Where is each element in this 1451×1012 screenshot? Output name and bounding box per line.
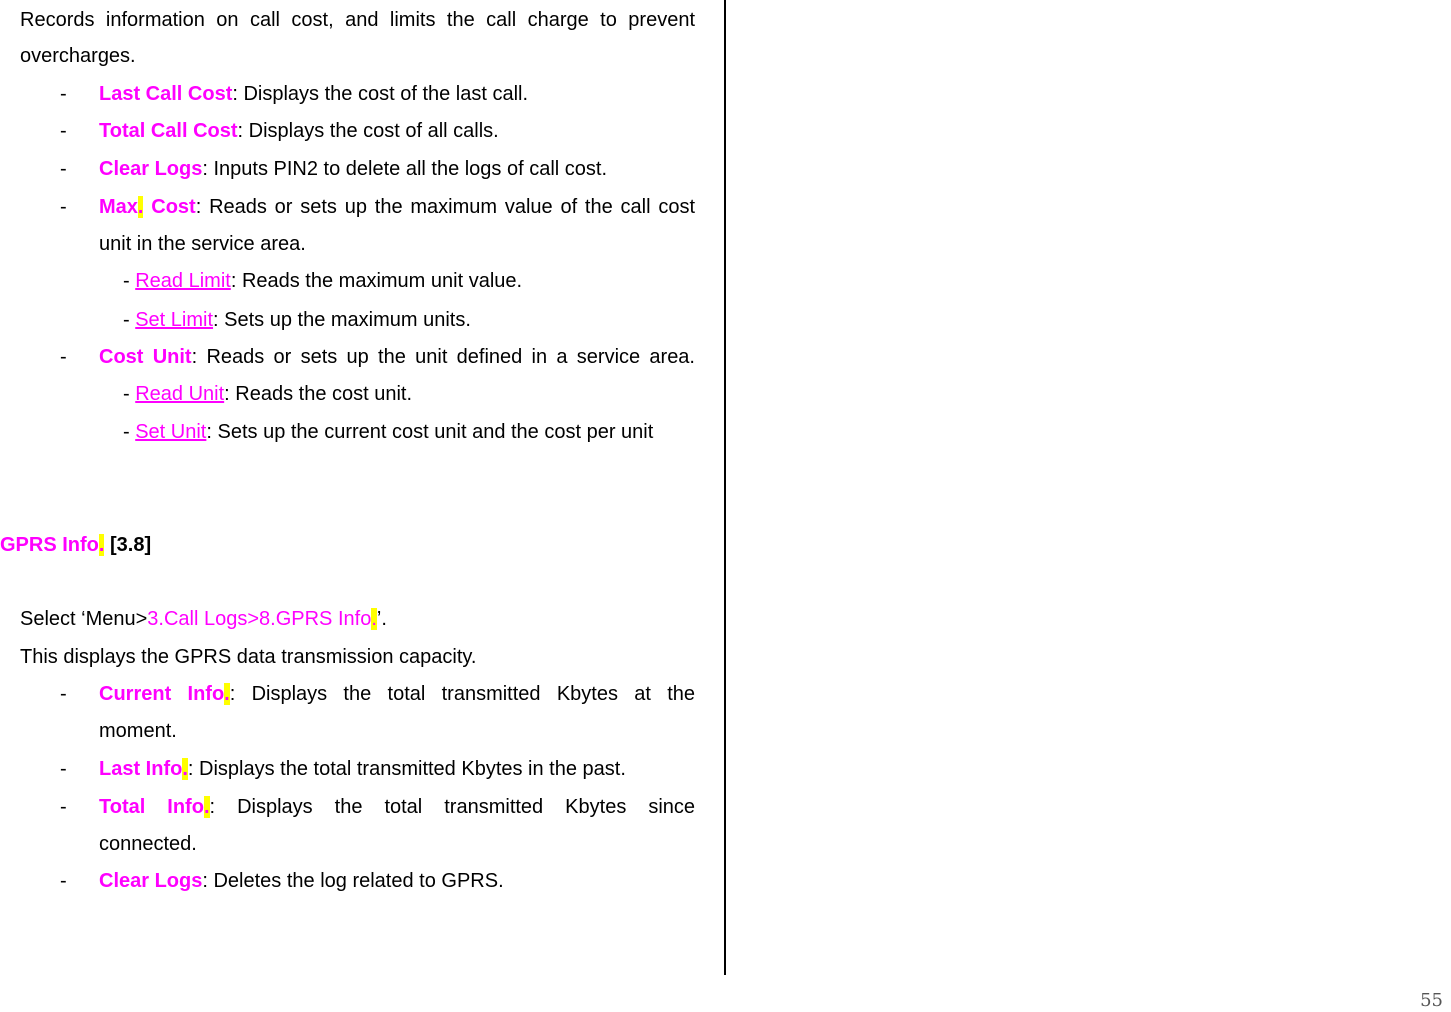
list-dash: - — [60, 196, 67, 218]
term-cost-unit: Cost Unit — [99, 346, 192, 368]
highlight-dot: . — [371, 608, 377, 630]
section-heading-gprs-info — [0, 533, 151, 557]
term-max: Max — [99, 196, 138, 218]
desc-max-cost-cont: unit in the service area. — [99, 233, 306, 255]
highlight-dot: . — [224, 683, 230, 705]
select-prefix: Select ‘Menu> — [20, 608, 148, 630]
heading-term: GPRS Info — [0, 534, 99, 556]
intro-line-2 — [20, 44, 136, 68]
desc-current-info-cont: moment. — [99, 720, 177, 742]
term-total-info-text: Total Info — [99, 796, 204, 818]
term-gprs-clear-logs: Clear Logs — [99, 870, 203, 892]
column-divider — [724, 0, 726, 975]
desc-last-call-cost: : Displays the cost of the last call. — [232, 83, 529, 105]
list-dash: - — [60, 83, 67, 105]
highlight-dot: . — [182, 758, 188, 780]
sub-item-read-limit — [123, 269, 522, 293]
list-item-current-info-cont — [99, 719, 177, 743]
highlight-dot: . — [98, 534, 105, 556]
term-last-call-cost: Last Call Cost — [99, 83, 233, 105]
page-number: 55 — [1420, 990, 1443, 1011]
intro-text-1: Records information on call cost, and limits the call charge to prevent — [20, 9, 695, 31]
term-max-cost — [99, 196, 196, 218]
list-dash: - — [60, 120, 67, 142]
list-item-total-info-cont — [99, 832, 197, 856]
desc-clear-logs: : Inputs PIN2 to delete all the logs of call cost. — [202, 158, 608, 180]
list-item-cost-unit — [99, 345, 695, 369]
sub-item-read-unit — [123, 382, 412, 406]
desc-read-limit: : Reads the maximum unit value. — [230, 270, 523, 292]
list-dash: - — [60, 870, 67, 892]
sub-dash: - — [123, 421, 136, 443]
desc-set-limit: : Sets up the maximum units. — [213, 309, 471, 331]
sub-item-set-unit — [123, 420, 653, 444]
term-last-info-text: Last Info — [99, 758, 183, 780]
intro-line-1 — [20, 8, 695, 32]
list-item-last-call-cost — [99, 82, 528, 106]
desc-last-info: : Displays the total transmitted Kbytes in the past. — [187, 758, 626, 780]
desc-total-call-cost: : Displays the cost of all calls. — [237, 120, 499, 142]
desc-cost-unit: : Reads or sets up the unit defined in a service area. — [191, 346, 695, 368]
sub-dash: - — [123, 309, 136, 331]
desc-max-cost: : Reads or sets up the maximum value of the call cost — [195, 196, 695, 218]
desc-total-info: : Displays the total transmitted Kbytes since — [209, 796, 696, 818]
list-dash: - — [60, 346, 67, 368]
term-clear-logs: Clear Logs — [99, 158, 203, 180]
list-item-total-info — [99, 795, 695, 819]
link-set-unit[interactable]: Set Unit — [135, 421, 207, 443]
desc-set-unit: : Sets up the current cost unit and the cost per unit — [206, 421, 654, 443]
list-item-current-info — [99, 682, 695, 706]
list-dash: - — [60, 158, 67, 180]
gprs-description-text: This displays the GPRS data transmission capacity. — [20, 646, 477, 668]
list-item-max-cost-cont — [99, 232, 306, 256]
select-instruction — [20, 607, 387, 631]
list-dash: - — [60, 683, 67, 705]
sub-dash: - — [123, 383, 136, 405]
desc-gprs-clear-logs: : Deletes the log related to GPRS. — [202, 870, 504, 892]
term-cost: Cost — [143, 196, 196, 218]
list-item-clear-logs — [99, 157, 607, 181]
list-dash: - — [60, 796, 67, 818]
list-item-total-call-cost — [99, 119, 499, 143]
desc-total-info-cont: connected. — [99, 833, 197, 855]
link-set-limit[interactable]: Set Limit — [135, 309, 214, 331]
list-item-max-cost — [99, 195, 695, 219]
link-read-limit[interactable]: Read Limit — [135, 270, 231, 292]
highlight-dot: . — [203, 796, 210, 818]
term-total-call-cost: Total Call Cost — [99, 120, 238, 142]
select-suffix: ’. — [376, 608, 387, 630]
heading-number: [3.8] — [104, 534, 152, 556]
menu-path: 3.Call Logs>8.GPRS Info — [147, 608, 372, 630]
term-current-info — [99, 683, 230, 705]
sub-item-set-limit — [123, 308, 471, 332]
highlight-dot: . — [137, 196, 144, 218]
intro-text-2: overcharges. — [20, 45, 136, 67]
gprs-description — [20, 645, 476, 669]
term-total-info — [99, 796, 210, 818]
desc-current-info: : Displays the total transmitted Kbytes at the — [229, 683, 696, 705]
desc-read-unit: : Reads the cost unit. — [224, 383, 413, 405]
list-dash: - — [60, 758, 67, 780]
term-last-info — [99, 758, 188, 780]
list-item-last-info — [99, 757, 626, 781]
list-item-gprs-clear-logs — [99, 869, 504, 893]
sub-dash: - — [123, 270, 136, 292]
link-read-unit[interactable]: Read Unit — [135, 383, 225, 405]
term-current-info-text: Current Info — [99, 683, 225, 705]
